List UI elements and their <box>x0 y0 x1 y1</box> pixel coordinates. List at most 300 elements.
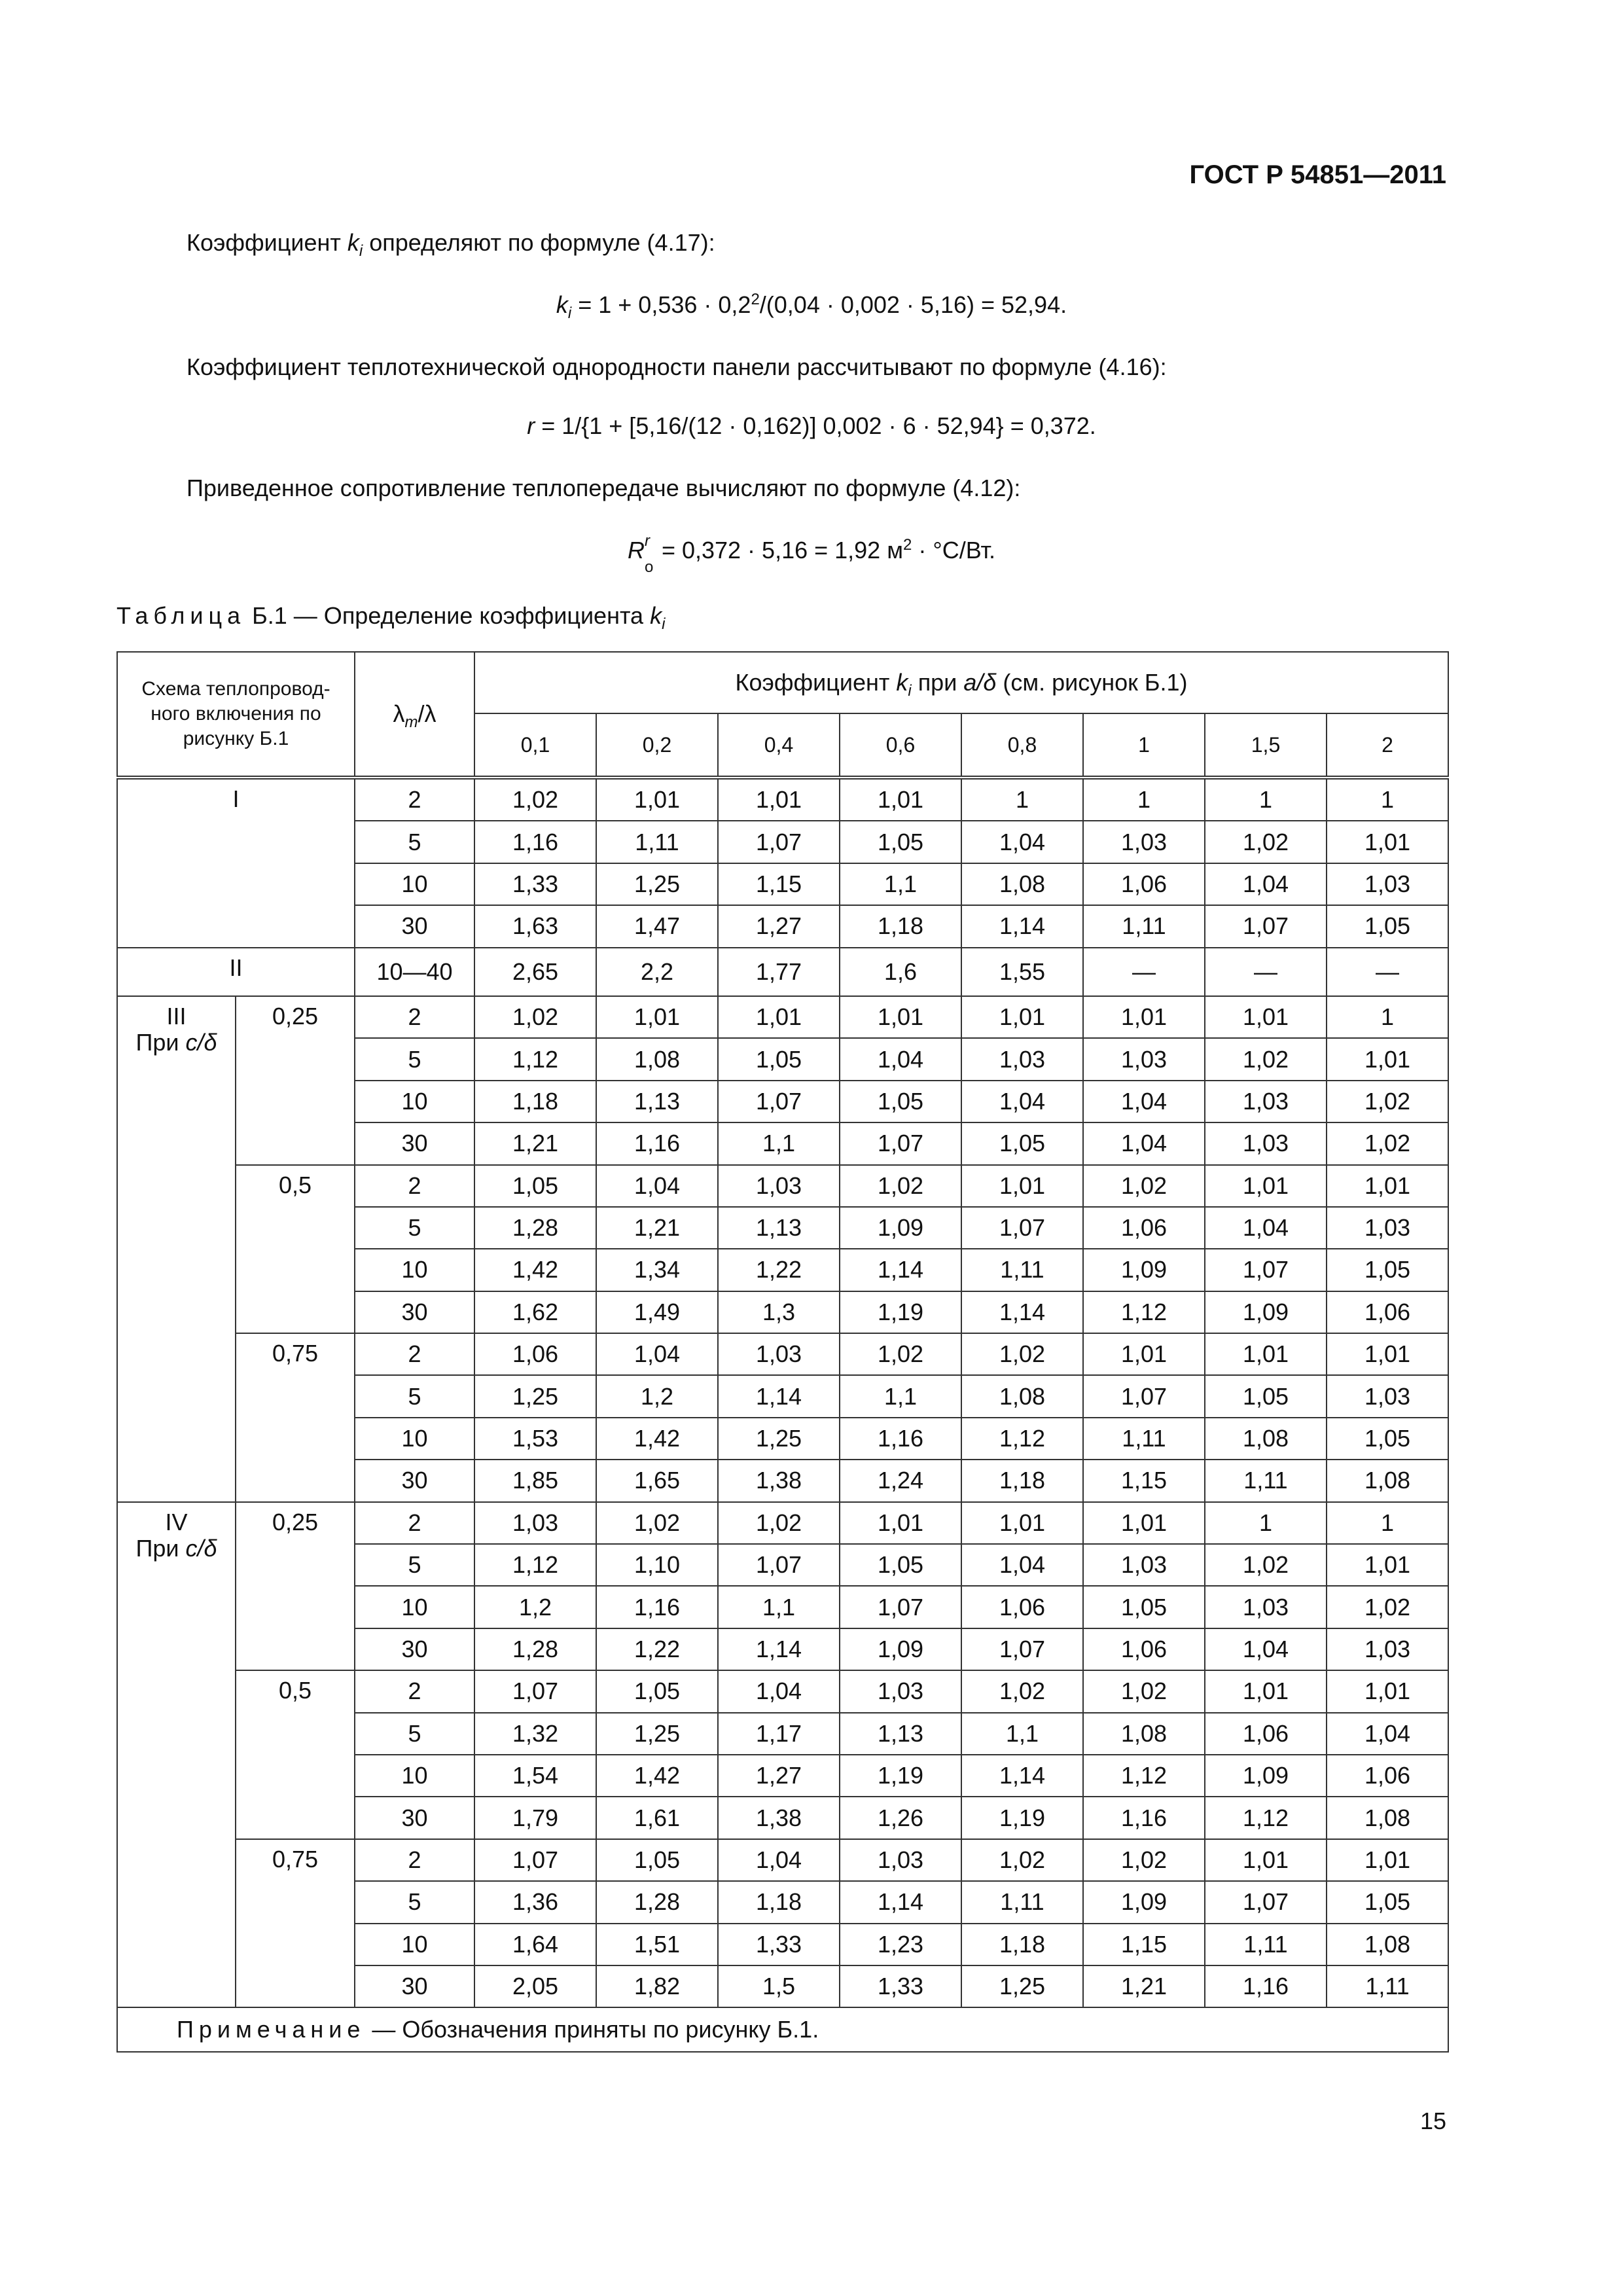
lambda-ratio-cell: 10 <box>355 1249 474 1291</box>
coefficient-cell: 1,09 <box>840 1628 961 1670</box>
coefficient-cell: 1,05 <box>840 821 961 863</box>
lambda-ratio-cell: 2 <box>355 996 474 1038</box>
coefficient-cell: 1,02 <box>718 1502 840 1544</box>
coefficient-cell: 1,34 <box>596 1249 718 1291</box>
coefficient-cell: 1,15 <box>1083 1924 1205 1965</box>
coefficient-cell: 1,01 <box>961 996 1083 1038</box>
coefficient-cell: 1,04 <box>1083 1122 1205 1164</box>
coefficient-cell: 1,2 <box>474 1586 596 1628</box>
coefficient-cell: 1,02 <box>596 1502 718 1544</box>
coefficient-cell: 1,11 <box>961 1249 1083 1291</box>
lambda-ratio-cell: 5 <box>355 1544 474 1586</box>
coefficient-cell: 1,04 <box>718 1670 840 1712</box>
lambda-ratio-cell: 10—40 <box>355 948 474 996</box>
coefficient-cell: 1,21 <box>1083 1965 1205 2007</box>
coefficient-cell: 1,21 <box>596 1207 718 1249</box>
coefficient-cell: 1,01 <box>1205 1165 1327 1207</box>
coefficient-cell: 1,05 <box>596 1670 718 1712</box>
coefficient-cell: 1,05 <box>840 1081 961 1122</box>
coefficient-cell: 1,06 <box>1327 1291 1448 1333</box>
coefficient-cell: 1,10 <box>596 1544 718 1586</box>
coefficient-cell: 1,09 <box>1083 1249 1205 1291</box>
coefficient-cell: 1,04 <box>1205 863 1327 905</box>
lambda-ratio-cell: 30 <box>355 1797 474 1839</box>
coefficient-cell: 1,11 <box>1083 1418 1205 1460</box>
lambda-ratio-cell: 2 <box>355 1839 474 1881</box>
header-lambda-ratio: $\lambda_m/\lambda$ <box>355 652 474 778</box>
coefficient-cell: 1,08 <box>961 863 1083 905</box>
coefficient-cell: 1,07 <box>961 1628 1083 1670</box>
document-header: ГОСТ Р 54851—2011 <box>1189 160 1446 189</box>
lambda-ratio-cell: 30 <box>355 1965 474 2007</box>
lambda-ratio-cell: 30 <box>355 905 474 947</box>
coefficient-cell: 2,65 <box>474 948 596 996</box>
coefficient-cell: 1,02 <box>961 1839 1083 1881</box>
coefficient-cell: 1,07 <box>840 1586 961 1628</box>
scheme-cell: III При c/δ <box>117 996 236 1502</box>
coefficient-cell: 1,06 <box>1083 1207 1205 1249</box>
coefficient-cell: 1,16 <box>596 1586 718 1628</box>
coefficient-cell: 1,09 <box>1083 1881 1205 1923</box>
coefficient-cell: 1,14 <box>840 1249 961 1291</box>
coefficient-cell: 1,14 <box>840 1881 961 1923</box>
coefficient-cell: 1,05 <box>718 1038 840 1080</box>
coefficient-cell: 1,04 <box>961 1081 1083 1122</box>
lambda-ratio-cell: 2 <box>355 1165 474 1207</box>
coefficient-cell: 1,05 <box>1327 1249 1448 1291</box>
coefficient-cell: — <box>1205 948 1327 996</box>
coefficient-cell: 1,06 <box>1083 863 1205 905</box>
coefficient-cell: 1,02 <box>1083 1839 1205 1881</box>
lambda-ratio-cell: 10 <box>355 863 474 905</box>
coefficient-cell: 2,05 <box>474 1965 596 2007</box>
coefficient-cell: 1,6 <box>840 948 961 996</box>
coefficient-cell: 1,82 <box>596 1965 718 2007</box>
coefficient-cell: 1,05 <box>596 1839 718 1881</box>
coefficient-cell: 1,28 <box>474 1628 596 1670</box>
coefficient-cell: 1,06 <box>961 1586 1083 1628</box>
coefficient-cell: 1,01 <box>1205 1333 1327 1375</box>
coefficient-cell: 1,07 <box>840 1122 961 1164</box>
coefficient-cell: 1,11 <box>1083 905 1205 947</box>
coefficient-cell: 1 <box>961 778 1083 821</box>
coefficient-cell: 1,14 <box>961 1755 1083 1797</box>
coefficient-cell: 1,54 <box>474 1755 596 1797</box>
lambda-ratio-cell: 5 <box>355 821 474 863</box>
coefficient-cell: 1,23 <box>840 1924 961 1965</box>
coefficient-cell: 1,1 <box>840 863 961 905</box>
coefficient-cell: 1,05 <box>1327 905 1448 947</box>
coefficient-cell: 1,64 <box>474 1924 596 1965</box>
coefficient-cell: 1,22 <box>718 1249 840 1291</box>
table-row <box>117 1165 1448 1207</box>
coefficient-cell: 1,03 <box>1327 863 1448 905</box>
coefficient-cell: 1,05 <box>1327 1418 1448 1460</box>
lambda-ratio-cell: 5 <box>355 1207 474 1249</box>
scheme-cell: II <box>117 948 355 996</box>
coefficient-cell: 1,01 <box>1083 1502 1205 1544</box>
coefficient-cell: 1,33 <box>474 863 596 905</box>
coefficient-cell: 1,02 <box>840 1333 961 1375</box>
coefficient-cell: 1,01 <box>718 778 840 821</box>
coefficient-cell: 1,03 <box>1327 1628 1448 1670</box>
coefficient-cell: 1,38 <box>718 1460 840 1501</box>
coefficient-cell: 1,16 <box>474 821 596 863</box>
coefficient-cell: 1,25 <box>596 1713 718 1755</box>
coefficient-cell: 1,03 <box>840 1670 961 1712</box>
coefficient-cell: 1,16 <box>1083 1797 1205 1839</box>
coefficient-cell: 1,01 <box>961 1502 1083 1544</box>
lambda-ratio-cell: 30 <box>355 1628 474 1670</box>
coefficient-cell: 1,18 <box>961 1460 1083 1501</box>
coefficient-cell: — <box>1083 948 1205 996</box>
coefficient-cell: 1,08 <box>596 1038 718 1080</box>
coefficient-cell: 1,07 <box>1083 1375 1205 1417</box>
coefficient-cell: 1,18 <box>840 905 961 947</box>
coefficient-cell: 1,02 <box>1327 1586 1448 1628</box>
coefficient-cell: 1,02 <box>1205 821 1327 863</box>
table-row <box>117 1502 1448 1544</box>
coefficient-cell: 1,65 <box>596 1460 718 1501</box>
lambda-ratio-cell: 30 <box>355 1460 474 1501</box>
lambda-ratio-cell: 10 <box>355 1755 474 1797</box>
coefficient-cell: 1,02 <box>1327 1122 1448 1164</box>
coefficient-cell: 1,03 <box>1083 1038 1205 1080</box>
coefficient-cell: 1 <box>1205 1502 1327 1544</box>
coefficient-cell: 1,02 <box>1327 1081 1448 1122</box>
coefficient-cell: 1,24 <box>840 1460 961 1501</box>
coefficient-cell: 1,12 <box>1083 1291 1205 1333</box>
table-caption: Таблица Б.1 — Определение коэффициента $k_i$ <box>116 602 666 634</box>
coefficient-cell: 1,16 <box>840 1418 961 1460</box>
coefficient-cell: 1,03 <box>718 1165 840 1207</box>
coefficient-cell: 1,28 <box>596 1881 718 1923</box>
coefficient-cell: 1,01 <box>1327 1670 1448 1712</box>
coefficient-cell: 1,85 <box>474 1460 596 1501</box>
coefficient-cell: 1,03 <box>1327 1375 1448 1417</box>
coefficient-cell: 1,19 <box>961 1797 1083 1839</box>
coefficient-cell: 1,32 <box>474 1713 596 1755</box>
coefficient-cell: 1,42 <box>474 1249 596 1291</box>
coefficient-cell: 1,03 <box>718 1333 840 1375</box>
coefficient-cell: 1,47 <box>596 905 718 947</box>
lambda-ratio-cell: 5 <box>355 1375 474 1417</box>
ratio-header-cell: 0,2 <box>596 713 718 778</box>
coefficient-cell: 1,61 <box>596 1797 718 1839</box>
coefficient-cell: 1,11 <box>596 821 718 863</box>
lambda-ratio-cell: 2 <box>355 1333 474 1375</box>
coefficient-cell: 1,25 <box>961 1965 1083 2007</box>
coefficient-cell: 1,05 <box>1083 1586 1205 1628</box>
coefficient-cell: 1,33 <box>718 1924 840 1965</box>
coefficient-cell: 1,04 <box>596 1165 718 1207</box>
coefficient-cell: 1,14 <box>961 905 1083 947</box>
coefficient-cell: 1,19 <box>840 1291 961 1333</box>
coefficient-cell: 1,08 <box>1327 1797 1448 1839</box>
coefficient-cell: 1,42 <box>596 1755 718 1797</box>
lambda-ratio-cell: 10 <box>355 1924 474 1965</box>
coefficient-cell: 1,02 <box>474 996 596 1038</box>
paragraph-homogeneity: Коэффициент теплотехнической однородности панели рассчитывают по формуле (4.16): <box>187 353 1167 380</box>
coefficient-cell: 1,17 <box>718 1713 840 1755</box>
ratio-header-cell: 0,6 <box>840 713 961 778</box>
coefficient-cell: 1,13 <box>840 1713 961 1755</box>
coefficient-cell: 1,1 <box>718 1586 840 1628</box>
condition-value-cell: 0,25 <box>236 996 355 1165</box>
coefficient-cell: 1,05 <box>961 1122 1083 1164</box>
lambda-ratio-cell: 30 <box>355 1291 474 1333</box>
coefficient-cell: 1,03 <box>1205 1081 1327 1122</box>
ratio-header-cell: 1,5 <box>1205 713 1327 778</box>
coefficient-cell: — <box>1327 948 1448 996</box>
coefficient-cell: 1,12 <box>474 1038 596 1080</box>
coefficient-cell: 1,09 <box>1205 1755 1327 1797</box>
coefficient-cell: 1,02 <box>1083 1165 1205 1207</box>
coefficient-cell: 1,01 <box>1205 1839 1327 1881</box>
coefficient-cell: 1,07 <box>718 1081 840 1122</box>
coefficient-cell: 1,07 <box>718 821 840 863</box>
coefficient-cell: 1,38 <box>718 1797 840 1839</box>
table-row <box>117 1839 1448 1881</box>
coefficient-cell: 1,51 <box>596 1924 718 1965</box>
coefficient-cell: 1,25 <box>718 1418 840 1460</box>
coefficient-cell: 1,05 <box>840 1544 961 1586</box>
coefficient-cell: 1,04 <box>1083 1081 1205 1122</box>
coefficient-cell: 1 <box>1327 778 1448 821</box>
lambda-ratio-cell: 30 <box>355 1122 474 1164</box>
coefficient-cell: 1,18 <box>474 1081 596 1122</box>
coefficient-cell: 1,08 <box>961 1375 1083 1417</box>
lambda-ratio-cell: 2 <box>355 1502 474 1544</box>
coefficient-cell: 1,01 <box>718 996 840 1038</box>
coefficient-cell: 1,13 <box>718 1207 840 1249</box>
coefficient-cell: 1,09 <box>840 1207 961 1249</box>
coefficient-cell: 1,2 <box>596 1375 718 1417</box>
coefficient-cell: 1 <box>1083 778 1205 821</box>
coefficient-cell: 1,07 <box>1205 1249 1327 1291</box>
coefficient-cell: 2,2 <box>596 948 718 996</box>
coefficient-cell: 1,09 <box>1205 1291 1327 1333</box>
page-number: 15 <box>1419 2108 1446 2134</box>
coefficient-cell: 1,01 <box>1327 1544 1448 1586</box>
coefficient-cell: 1,05 <box>1327 1881 1448 1923</box>
coefficient-cell: 1,33 <box>840 1965 961 2007</box>
condition-value-cell: 0,75 <box>236 1333 355 1502</box>
scheme-cell: I <box>117 778 355 948</box>
coefficient-cell: 1,01 <box>1205 996 1327 1038</box>
lambda-ratio-cell: 10 <box>355 1081 474 1122</box>
coefficient-cell: 1,08 <box>1083 1713 1205 1755</box>
coefficient-cell: 1,21 <box>474 1122 596 1164</box>
coefficient-cell: 1,15 <box>718 863 840 905</box>
header-coefficient: Коэффициент $k_i$ при a/δ (см. рисунок Б.1) <box>474 652 1448 713</box>
coefficient-cell: 1,04 <box>596 1333 718 1375</box>
coefficient-cell: 1,36 <box>474 1881 596 1923</box>
coefficient-cell: 1,26 <box>840 1797 961 1839</box>
coefficient-cell: 1,11 <box>961 1881 1083 1923</box>
coefficient-cell: 1,13 <box>596 1081 718 1122</box>
coefficient-cell: 1,08 <box>1327 1460 1448 1501</box>
coefficient-cell: 1,07 <box>1205 1881 1327 1923</box>
coefficient-cell: 1,28 <box>474 1207 596 1249</box>
coefficient-cell: 1,16 <box>1205 1965 1327 2007</box>
coefficient-cell: 1,04 <box>1205 1628 1327 1670</box>
header-scheme: Схема теплопровод-ного включения по рисунку Б.1 <box>117 652 355 778</box>
coefficient-cell: 1,12 <box>474 1544 596 1586</box>
paragraph-coefficient-formula-ref: Коэффициент $k_i$ определяют по формуле (4.17): <box>187 229 715 260</box>
lambda-ratio-cell: 2 <box>355 1670 474 1712</box>
formula-ki: $k_i = 1 + 0,536 \cdot 0,2^2/(0,04 \cdot 0,002 \cdot 5,16) = 52,94$. <box>556 291 1067 323</box>
coefficient-cell: 1,02 <box>961 1333 1083 1375</box>
coefficient-cell: 1,06 <box>1205 1713 1327 1755</box>
coefficient-cell: 1,27 <box>718 1755 840 1797</box>
coefficient-cell: 1,01 <box>1205 1670 1327 1712</box>
coefficient-cell: 1,07 <box>474 1839 596 1881</box>
condition-value-cell: 0,5 <box>236 1670 355 1839</box>
coefficient-cell: 1,06 <box>474 1333 596 1375</box>
table-row <box>117 1333 1448 1375</box>
table-row <box>117 948 1448 996</box>
table-row <box>117 778 1448 821</box>
coefficient-cell: 1 <box>1327 996 1448 1038</box>
lambda-ratio-cell: 10 <box>355 1418 474 1460</box>
coefficient-cell: 1,3 <box>718 1291 840 1333</box>
coefficient-cell: 1,53 <box>474 1418 596 1460</box>
coefficient-cell: 1,01 <box>1327 1839 1448 1881</box>
coefficient-cell: 1,02 <box>840 1165 961 1207</box>
coefficient-cell: 1,14 <box>961 1291 1083 1333</box>
coefficient-cell: 1 <box>1327 1502 1448 1544</box>
coefficient-cell: 1,15 <box>1083 1460 1205 1501</box>
coefficient-cell: 1,03 <box>1205 1122 1327 1164</box>
coefficient-cell: 1,02 <box>1083 1670 1205 1712</box>
scheme-cell: IV При c/δ <box>117 1502 236 2008</box>
coefficient-cell: 1,04 <box>840 1038 961 1080</box>
coefficient-cell: 1,12 <box>961 1418 1083 1460</box>
coefficient-cell: 1,03 <box>1083 821 1205 863</box>
coefficient-cell: 1,03 <box>474 1502 596 1544</box>
formula-r: r = 1/{1 + [5,16/(12 · 0,162)] 0,002 · 6 · 52,94} = 0,372. <box>527 412 1096 439</box>
coefficient-cell: 1,04 <box>961 821 1083 863</box>
lambda-ratio-cell: 5 <box>355 1881 474 1923</box>
table-row <box>117 996 1448 1038</box>
coefficient-cell: 1,03 <box>1327 1207 1448 1249</box>
coefficient-cell: 1,08 <box>1327 1924 1448 1965</box>
coefficient-cell: 1,01 <box>1083 996 1205 1038</box>
coefficient-cell: 1,05 <box>474 1165 596 1207</box>
coefficient-cell: 1,16 <box>596 1122 718 1164</box>
coefficient-cell: 1,02 <box>1205 1544 1327 1586</box>
coefficient-table <box>116 651 1449 2053</box>
lambda-ratio-cell: 10 <box>355 1586 474 1628</box>
coefficient-cell: 1,03 <box>840 1839 961 1881</box>
ratio-header-cell: 0,1 <box>474 713 596 778</box>
coefficient-cell: 1,06 <box>1083 1628 1205 1670</box>
coefficient-cell: 1,5 <box>718 1965 840 2007</box>
coefficient-cell: 1,07 <box>474 1670 596 1712</box>
coefficient-cell: 1,62 <box>474 1291 596 1333</box>
paragraph-resistance: Приведенное сопротивление теплопередаче вычисляют по формуле (4.12): <box>187 475 1021 501</box>
coefficient-cell: 1,02 <box>1205 1038 1327 1080</box>
coefficient-cell: 1,02 <box>474 778 596 821</box>
coefficient-cell: 1,25 <box>596 863 718 905</box>
coefficient-cell: 1,63 <box>474 905 596 947</box>
condition-value-cell: 0,25 <box>236 1502 355 1671</box>
condition-value-cell: 0,5 <box>236 1165 355 1334</box>
table-row <box>117 1670 1448 1712</box>
coefficient-cell: 1,77 <box>718 948 840 996</box>
coefficient-cell: 1,11 <box>1205 1924 1327 1965</box>
coefficient-cell: 1,07 <box>718 1544 840 1586</box>
coefficient-cell: 1 <box>1205 778 1327 821</box>
coefficient-cell: 1,12 <box>1205 1797 1327 1839</box>
ratio-header-cell: 2 <box>1327 713 1448 778</box>
ratio-header-cell: 0,8 <box>961 713 1083 778</box>
coefficient-cell: 1,12 <box>1083 1755 1205 1797</box>
lambda-ratio-cell: 2 <box>355 778 474 821</box>
coefficient-cell: 1,27 <box>718 905 840 947</box>
coefficient-cell: 1,19 <box>840 1755 961 1797</box>
lambda-ratio-cell: 5 <box>355 1713 474 1755</box>
coefficient-cell: 1,04 <box>1205 1207 1327 1249</box>
coefficient-cell: 1,01 <box>596 996 718 1038</box>
condition-value-cell: 0,75 <box>236 1839 355 2008</box>
coefficient-cell: 1,18 <box>718 1881 840 1923</box>
coefficient-cell: 1,01 <box>596 778 718 821</box>
coefficient-cell: 1,11 <box>1205 1460 1327 1501</box>
coefficient-cell: 1,03 <box>1205 1586 1327 1628</box>
coefficient-cell: 1,03 <box>961 1038 1083 1080</box>
coefficient-cell: 1,01 <box>840 996 961 1038</box>
coefficient-cell: 1,01 <box>1327 1038 1448 1080</box>
coefficient-cell: 1,01 <box>961 1165 1083 1207</box>
coefficient-cell: 1,01 <box>1327 1165 1448 1207</box>
formula-resistance: R r o = 0,372 · 5,16 = 1,92 $м^2 \cdot ^\circ С/Вт$. <box>627 532 996 576</box>
coefficient-cell: 1,03 <box>1083 1544 1205 1586</box>
coefficient-cell: 1,04 <box>1327 1713 1448 1755</box>
coefficient-cell: 1,04 <box>961 1544 1083 1586</box>
coefficient-cell: 1,79 <box>474 1797 596 1839</box>
coefficient-cell: 1,55 <box>961 948 1083 996</box>
coefficient-cell: 1,49 <box>596 1291 718 1333</box>
coefficient-cell: 1,42 <box>596 1418 718 1460</box>
coefficient-cell: 1,1 <box>840 1375 961 1417</box>
coefficient-cell: 1,04 <box>718 1839 840 1881</box>
coefficient-cell: 1,1 <box>718 1122 840 1164</box>
coefficient-cell: 1,14 <box>718 1628 840 1670</box>
coefficient-cell: 1,22 <box>596 1628 718 1670</box>
coefficient-cell: 1,01 <box>840 778 961 821</box>
coefficient-cell: 1,1 <box>961 1713 1083 1755</box>
coefficient-cell: 1,11 <box>1327 1965 1448 2007</box>
coefficient-cell: 1,01 <box>840 1502 961 1544</box>
coefficient-cell: 1,01 <box>1083 1333 1205 1375</box>
ratio-header-cell: 0,4 <box>718 713 840 778</box>
coefficient-cell: 1,01 <box>1327 821 1448 863</box>
ratio-header-cell: 1 <box>1083 713 1205 778</box>
coefficient-cell: 1,07 <box>1205 905 1327 947</box>
coefficient-cell: 1,05 <box>1205 1375 1327 1417</box>
coefficient-cell: 1,02 <box>961 1670 1083 1712</box>
coefficient-cell: 1,18 <box>961 1924 1083 1965</box>
coefficient-cell: 1,06 <box>1327 1755 1448 1797</box>
coefficient-cell: 1,01 <box>1327 1333 1448 1375</box>
lambda-ratio-cell: 5 <box>355 1038 474 1080</box>
coefficient-cell: 1,07 <box>961 1207 1083 1249</box>
coefficient-cell: 1,08 <box>1205 1418 1327 1460</box>
coefficient-cell: 1,14 <box>718 1375 840 1417</box>
coefficient-cell: 1,25 <box>474 1375 596 1417</box>
